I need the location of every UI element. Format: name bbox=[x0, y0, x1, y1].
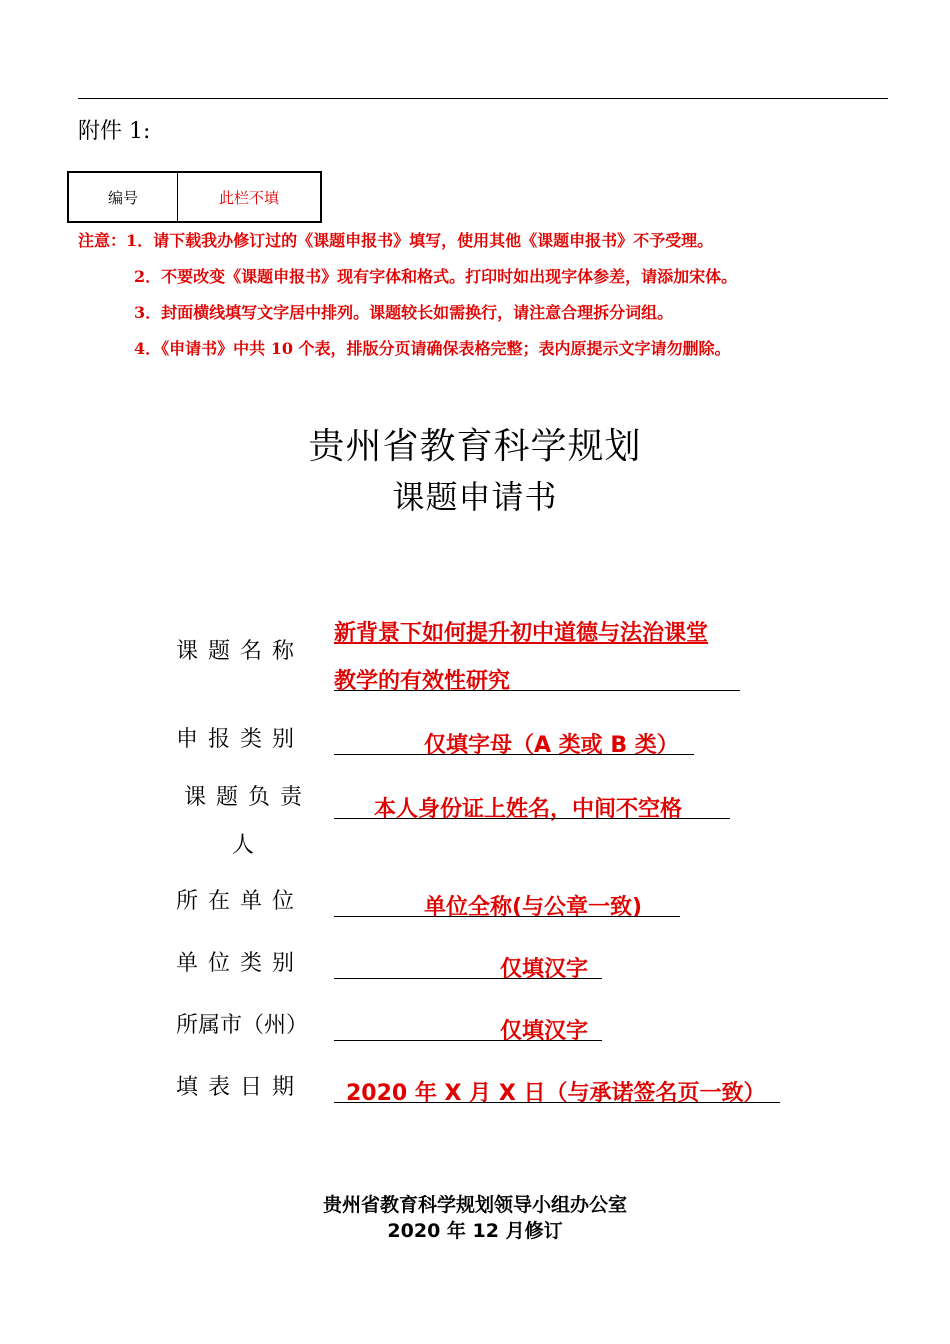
note-item-4: 4．《申请书》中共 10 个表，排版分页请确保表格完整；表内原提示文字请勿删除。 bbox=[134, 339, 731, 358]
category-value: 仅填字母（A 类或 B 类） bbox=[424, 733, 679, 758]
unit-underline bbox=[334, 916, 680, 917]
topic-underline bbox=[334, 690, 740, 691]
unit-type-value: 仅填汉字 bbox=[500, 957, 589, 982]
footer-office: 贵州省教育科学规划领导小组办公室 bbox=[322, 1194, 627, 1216]
city-underline bbox=[334, 1040, 602, 1041]
topic-value-line1: 新背景下如何提升初中道德与法治课堂 bbox=[334, 621, 709, 646]
unit-value: 单位全称(与公章一致) bbox=[424, 895, 643, 920]
note-item-3: 3．封面横线填写文字居中排列。课题较长如需换行，请注意合理拆分词组。 bbox=[134, 303, 674, 322]
note-item-2: 2．不要改变《课题申报书》现有字体和格式。打印时如出现字体参差，请添加宋体。 bbox=[134, 267, 738, 286]
topic-label: 课题名称 bbox=[176, 639, 305, 664]
document-subtitle: 课题申请书 bbox=[392, 478, 558, 516]
date-label: 填表日期 bbox=[176, 1075, 305, 1100]
category-underline bbox=[334, 754, 694, 755]
category-label: 申报类别 bbox=[176, 727, 305, 752]
notes-prefix: 注意： bbox=[78, 231, 127, 250]
id-label: 编号 bbox=[69, 173, 178, 221]
unit-type-label: 单位类别 bbox=[176, 951, 305, 976]
topic-value-line2: 教学的有效性研究 bbox=[334, 669, 511, 694]
unit-type-underline bbox=[334, 978, 602, 979]
attachment-label: 附件 1: bbox=[78, 119, 151, 144]
date-value: 2020 年 X 月 X 日（与承诺签名页一致） bbox=[346, 1081, 766, 1106]
note-text-1: 1．请下载我办修订过的《课题申报书》填写，使用其他《课题申报书》不予受理。 bbox=[126, 231, 714, 250]
leader-label-line2: 人 bbox=[232, 833, 265, 858]
note-item-1 bbox=[78, 228, 713, 251]
id-box bbox=[67, 171, 322, 223]
leader-underline bbox=[334, 818, 730, 819]
id-value: 此栏不填 bbox=[218, 188, 279, 207]
city-label: 所属市（州） bbox=[176, 1013, 309, 1038]
leader-value: 本人身份证上姓名，中间不空格 bbox=[374, 797, 683, 822]
city-value: 仅填汉字 bbox=[500, 1019, 589, 1044]
unit-label: 所在单位 bbox=[176, 889, 305, 914]
date-underline bbox=[334, 1102, 780, 1103]
document-title: 贵州省教育科学规划 bbox=[308, 426, 642, 467]
top-rule bbox=[78, 98, 888, 99]
leader-label-line1: 课题负责 bbox=[184, 785, 313, 810]
footer-revision: 2020 年 12 月修订 bbox=[387, 1220, 563, 1242]
